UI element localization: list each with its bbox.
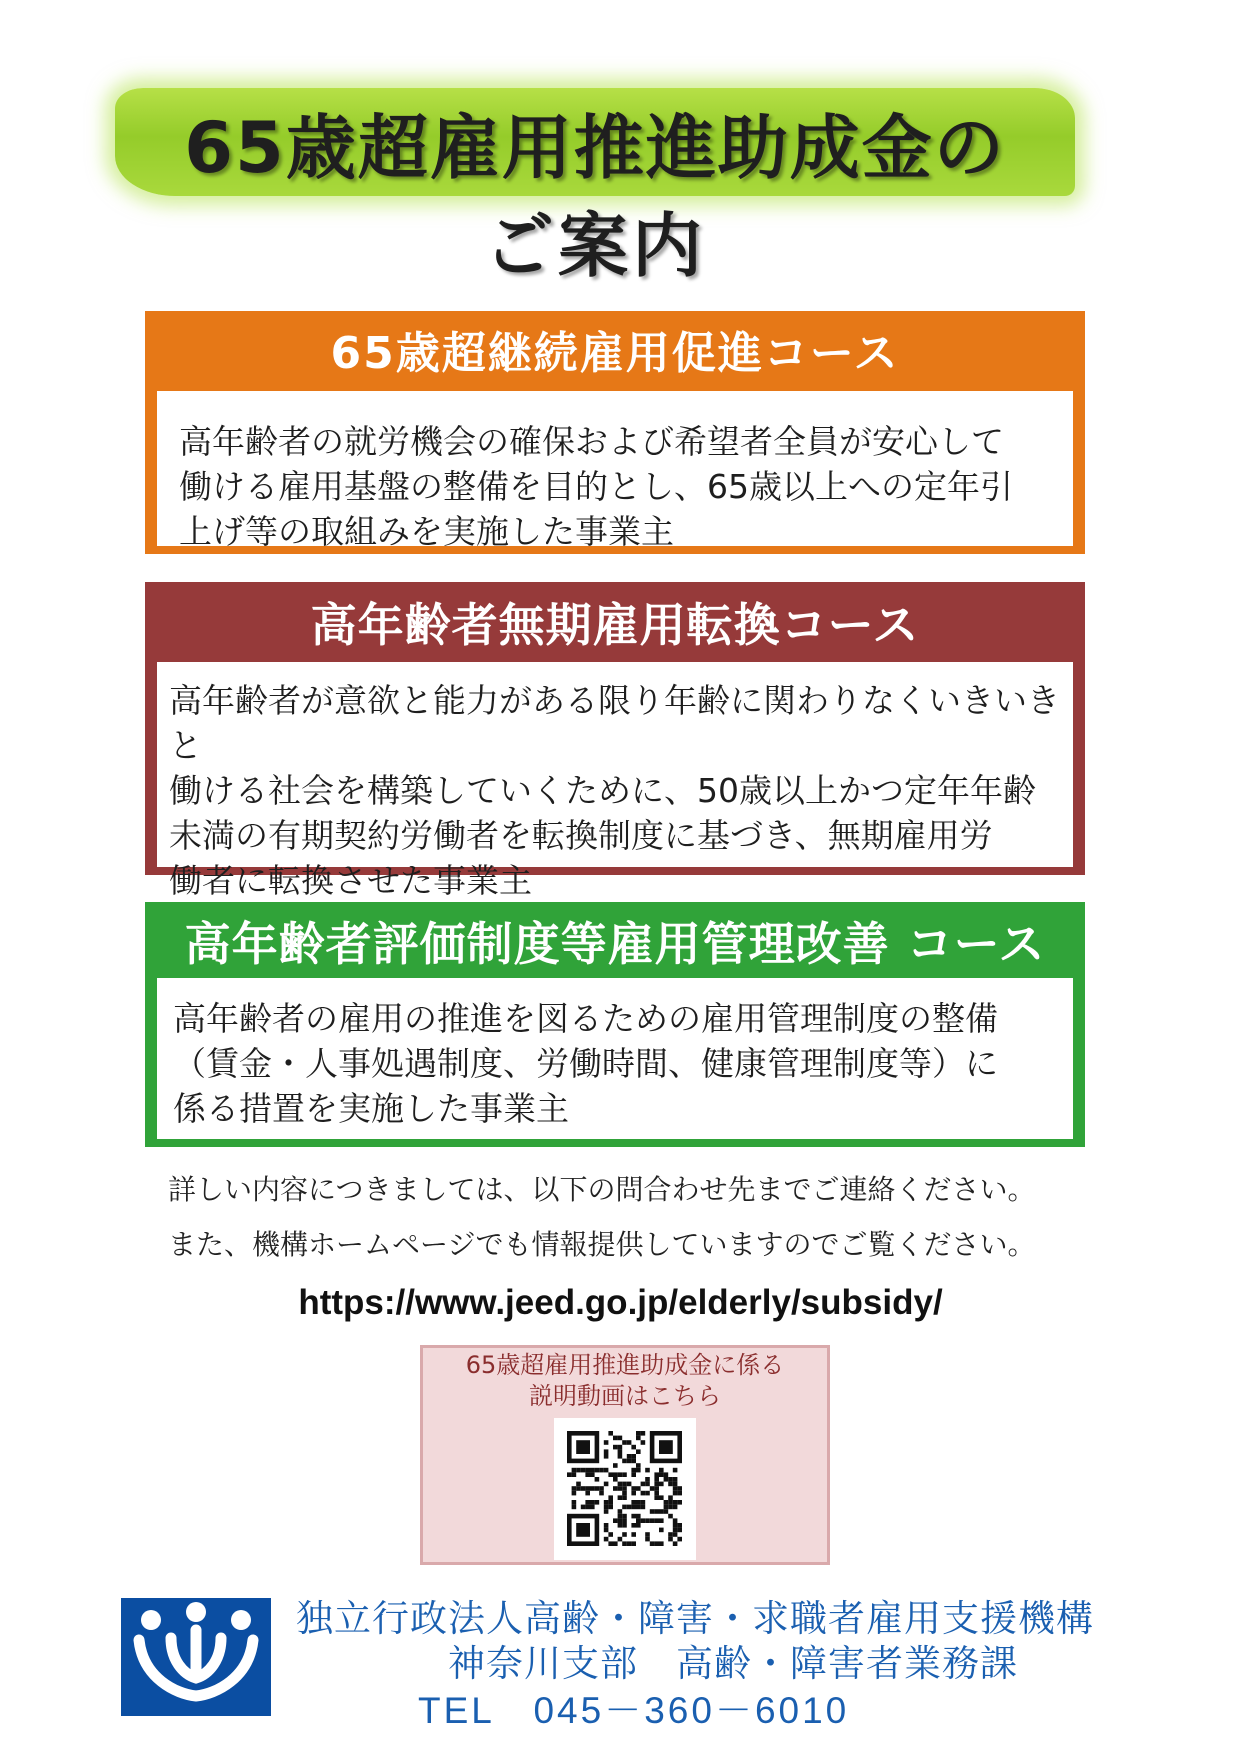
course-description-line: 上げ等の取組みを実施した事業主 xyxy=(179,512,674,551)
branch-name: 神奈川支部 高齢・障害者業務課 xyxy=(448,1642,1018,1685)
course-description-line: 未満の有期契約労働者を転換制度に基づき、無期雇用労 xyxy=(169,816,993,855)
course-heading: 65歳超継続雇用促進コース xyxy=(330,328,900,379)
qr-code-graphic xyxy=(554,1418,696,1560)
course-description-line: （賃金・人事処遇制度、労働時間、健康管理制度等）に xyxy=(173,1044,998,1083)
website-note: また、機構ホームページでも情報提供していますのでご覧ください。 xyxy=(168,1228,1036,1261)
course-box-management-improvement xyxy=(145,902,1085,1147)
course-description-line: 働者に転換させた事業主 xyxy=(169,861,532,900)
video-caption-line: 説明動画はこちら xyxy=(529,1382,721,1410)
course-description-line: 高年齢者の雇用の推進を図るための雇用管理制度の整備 xyxy=(173,999,998,1038)
course-description-line: 高年齢者が意欲と能力がある限り年齢に関わりなくいきいきと xyxy=(169,681,1060,765)
course-heading: 高年齢者無期雇用転換コース xyxy=(310,598,920,652)
video-caption xyxy=(420,1350,830,1412)
course-box-indefinite-conversion xyxy=(145,582,1085,900)
organization-name: 独立行政法人高齢・障害・求職者雇用支援機構 xyxy=(296,1597,1094,1640)
course-description-line: 働ける雇用基盤の整備を目的とし、65歳以上への定年引 xyxy=(179,467,1013,506)
course-description xyxy=(157,978,1073,1139)
contact-note: 詳しい内容につきましては、以下の問合わせ先までご連絡ください。 xyxy=(168,1173,1036,1206)
jeed-logo-icon xyxy=(121,1598,271,1716)
course-description xyxy=(157,662,1073,900)
course-description-line: 働ける社会を構築していくために、50歳以上かつ定年年齢 xyxy=(169,771,1036,810)
website-link[interactable]: https://www.jeed.go.jp/elderly/subsidy/ xyxy=(298,1283,943,1322)
course-box-continued-employment xyxy=(145,311,1085,554)
jeed-logo-graphic xyxy=(121,1598,271,1716)
page-title: 65歳超雇用推進助成金の xyxy=(184,107,1006,189)
page-title-subline: ご案内 xyxy=(484,205,706,287)
course-heading: 高年齢者評価制度等雇用管理改善 コース xyxy=(184,917,1046,971)
video-caption-line: 65歳超雇用推進助成金に係る xyxy=(465,1351,785,1379)
phone-number[interactable]: TEL 045－360－6010 xyxy=(418,1690,850,1731)
qr-code-icon[interactable] xyxy=(554,1418,696,1560)
course-description-line: 高年齢者の就労機会の確保および希望者全員が安心して xyxy=(179,422,1004,461)
course-description xyxy=(157,391,1073,551)
course-description-line: 係る措置を実施した事業主 xyxy=(173,1089,569,1128)
